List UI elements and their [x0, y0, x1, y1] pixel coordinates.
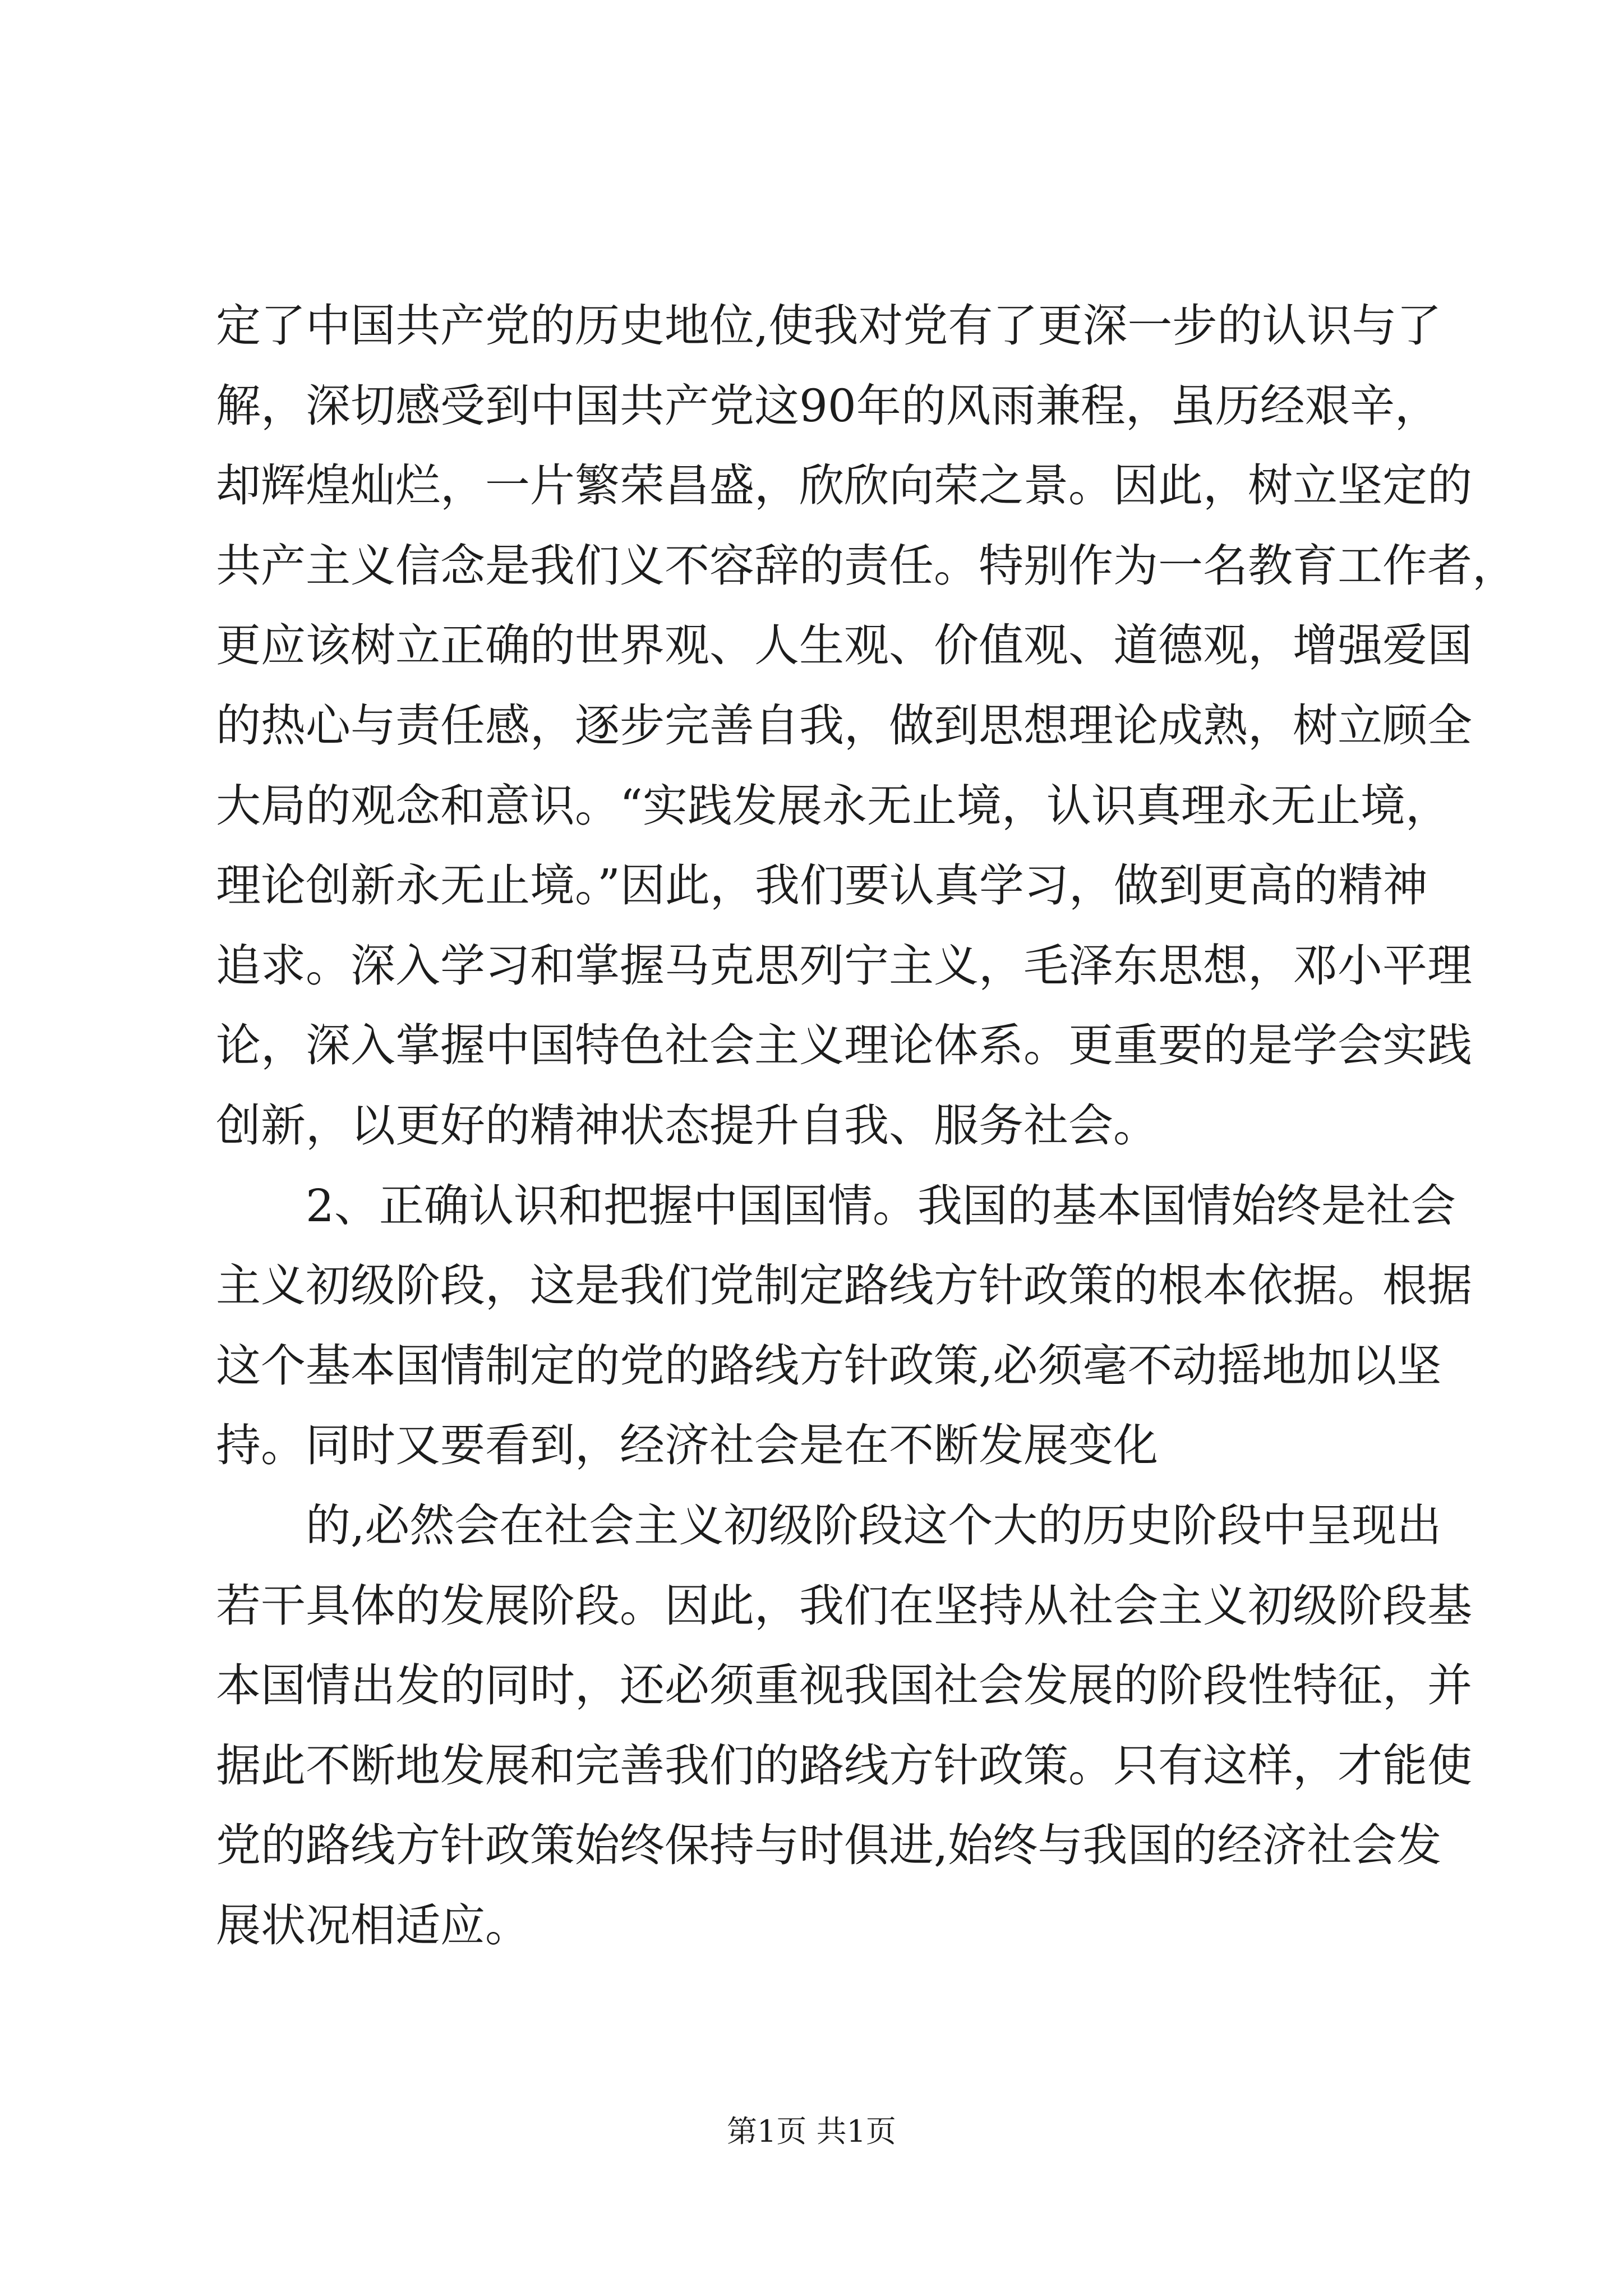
- text-line: 本国情出发的同时，还必须重视我国社会发展的阶段性特征，并: [216, 1659, 1472, 1712]
- text-line: 却辉煌灿烂，一片繁荣昌盛，欣欣向荣之景。因此，树立坚定的: [216, 459, 1472, 512]
- text-line: 持。同时又要看到，经济社会是在不断发展变化: [216, 1419, 1158, 1472]
- text-line: 大局的观念和意识。“实践发展永无止境，认识真理永无止境，: [216, 779, 1450, 832]
- text-line: 理论创新永无止境。”因此，我们要认真学习，做到更高的精神: [216, 859, 1428, 912]
- text-line: 定了中国共产党的历史地位,使我对党有了更深一步的认识与了: [216, 300, 1442, 352]
- text-line: 党的路线方针政策始终保持与时俱进,始终与我国的经济社会发: [216, 1819, 1442, 1872]
- page-footer: 第1页 共1页: [727, 2114, 896, 2149]
- text-line: 解，深切感受到中国共产党这90年的风雨兼程，虽历经艰辛，: [216, 379, 1440, 432]
- text-line: 若干具体的发展阶段。因此，我们在坚持从社会主义初级阶段基: [216, 1579, 1472, 1632]
- text-line: 展状况相适应。: [216, 1899, 530, 1952]
- document-body: [216, 286, 1517, 1966]
- paragraph-start-line: 的,必然会在社会主义初级阶段这个大的历史阶段中呈现出: [306, 1499, 1442, 1552]
- text-line: 据此不断地发展和完善我们的路线方针政策。只有这样，才能使: [216, 1739, 1472, 1792]
- text-line: 这个基本国情制定的党的路线方针政策,必须毫不动摇地加以坚: [216, 1339, 1442, 1392]
- text-line: 共产主义信念是我们义不容辞的责任。特别作为一名教育工作者，: [216, 539, 1517, 592]
- text-line: 论，深入掌握中国特色社会主义理论体系。更重要的是学会实践: [216, 1019, 1472, 1072]
- paragraph-start-line: 2、正确认识和把握中国国情。我国的基本国情始终是社会: [306, 1179, 1456, 1232]
- text-line: 的热心与责任感，逐步完善自我，做到思想理论成熟，树立顾全: [216, 699, 1472, 752]
- text-line: 主义初级阶段，这是我们党制定路线方针政策的根本依据。根据: [216, 1259, 1472, 1312]
- text-line: 追求。深入学习和掌握马克思列宁主义，毛泽东思想，邓小平理: [216, 939, 1472, 992]
- text-line: 创新，以更好的精神状态提升自我、服务社会。: [216, 1099, 1158, 1152]
- text-line: 更应该树立正确的世界观、人生观、价值观、道德观，增强爱国: [216, 619, 1472, 672]
